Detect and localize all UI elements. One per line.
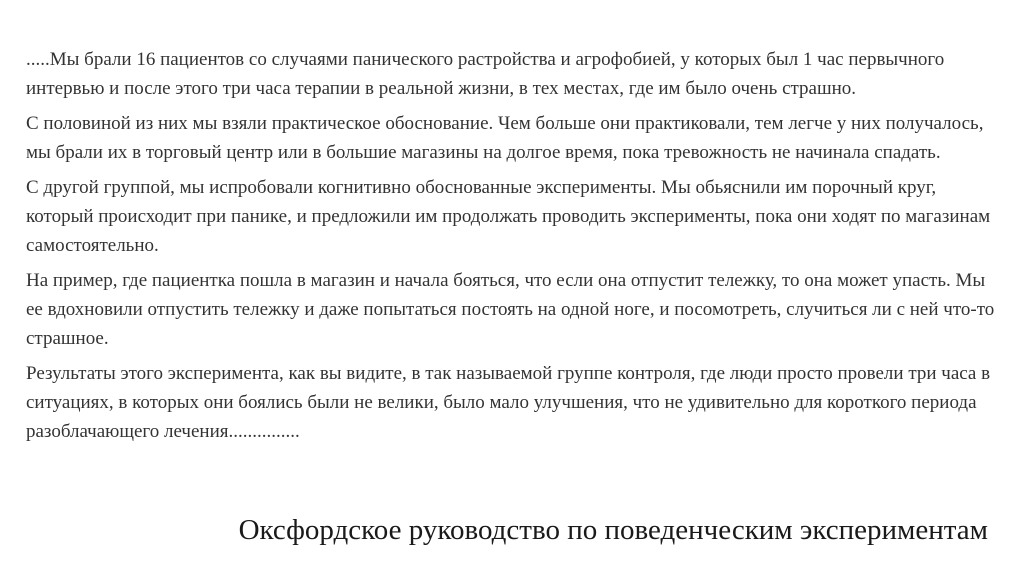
paragraph-practical-group: С половиной из них мы взяли практическое обоснование. Чем больше они практиковали, тем легче у них получалось, мы брали их в торговый центр или в большие магазины на долгое время, пока тревожность не начинала спадать. [26,113,984,163]
paragraph-intro: .....Мы брали 16 пациентов со случаями панического растройства и агрофобией, у которых был 1 час первычного интервью и после этого три часа терапии в реальной жизни, в тех местах, где им было очень страшно. [26,49,945,99]
paragraph-cognitive-group: С другой группой, мы испробовали когнитивно обоснованные эксперименты. Мы обьяснили им порочный круг, который происходит при панике, и предложили им продолжать проводить эксперименты, пока они ходят по магазинам самостоятельно. [26,177,991,256]
slide-body [26,45,998,452]
footer-source-title: Оксфордское руководство по поведенческим экспериментам [238,514,988,546]
paragraph-example: На пример, где пациентка пошла в магазин и начала бояться, что если она отпустит тележку, то она может упасть. Мы ее вдохновили отпустить тележку и даже попытаться постоять на одной ноге, и посомотреть, случиться ли с ней что-то страшное. [26,270,995,349]
paragraph-results: Результаты этого эксперимента, как вы видите, в так называемой группе контроля, где люди просто провели три часа в ситуациях, в которых они боялись были не велики, было мало улучшения, что не удивительно для короткого периода разоблачающего лечения............... [26,363,991,442]
